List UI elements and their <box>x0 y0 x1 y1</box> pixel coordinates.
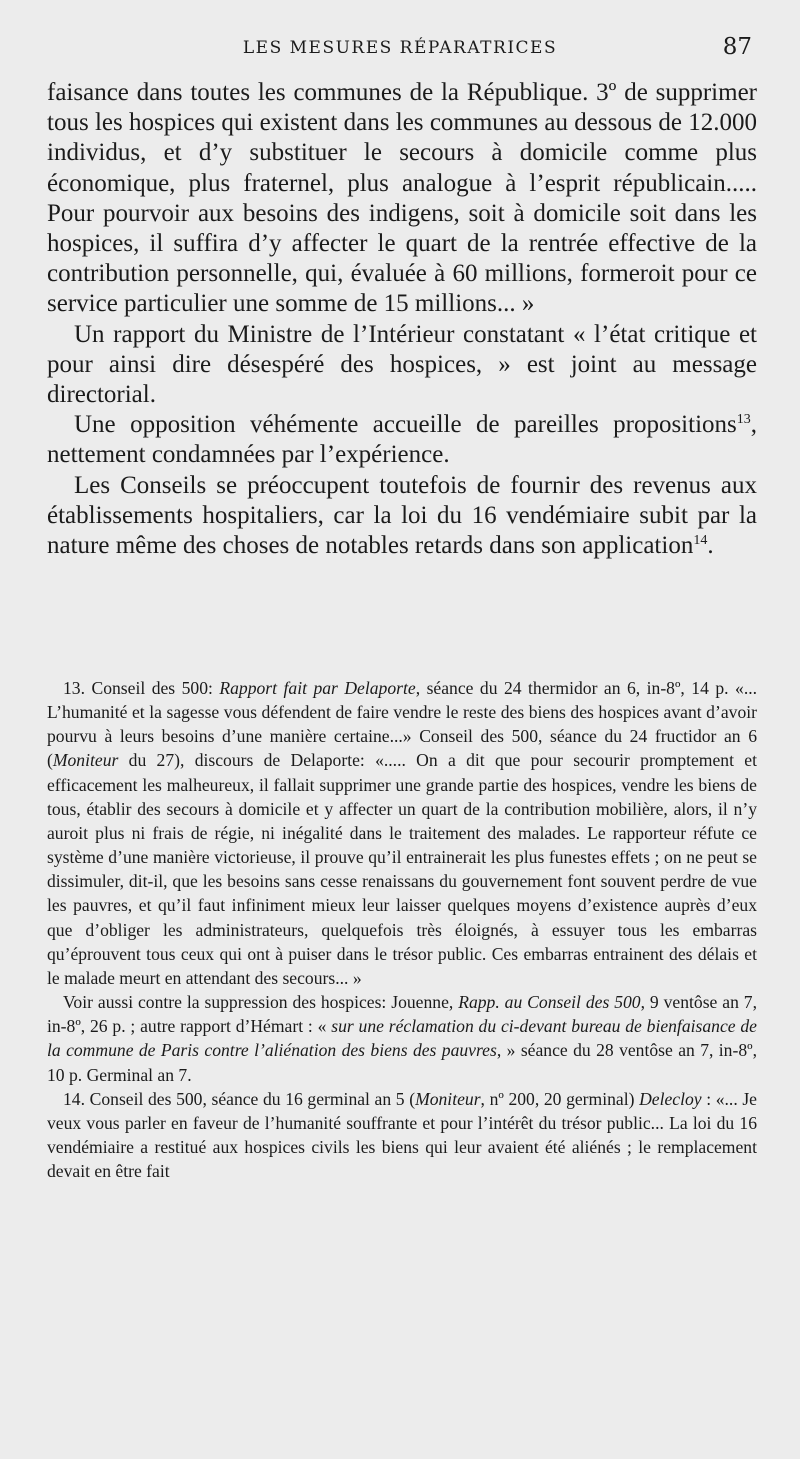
footnote-voir-part: , 9 ventôse an 7, in-8º, 26 p. ; autre rapport d’Hémart : « <box>47 992 757 1037</box>
footnote-14 <box>47 1087 757 1184</box>
footnote-ref-14: 14 <box>693 533 708 549</box>
paragraph-opposition-end: , nettement condamnées par l’expérience. <box>47 411 757 469</box>
footnote-ref-13: 13 <box>736 412 751 428</box>
paragraph-conseils-text: Les Conseils se préoccupent toutefois de fournir des revenus aux établissements hospitaliers, car la loi du 16 vendémiaire subit par la nature même des choses de notables retards dans son application <box>47 471 757 560</box>
footnote-14-part: : «... Je veux vous parler en faveur de l’humanité souffrante et pour l’intérêt du trésor public... La loi du 16 vendémiaire a restitué aux hospices civils les biens qui leur avaient été aliénés ; le remplacement devait en être fait <box>47 1088 757 1182</box>
footnote-voir-aussi <box>47 990 757 1087</box>
footnote-voir-italic: sur une réclamation du ci-devant bureau de bienfaisance de la commune de Paris contre l’aliénation des biens des pauvres <box>47 1016 757 1061</box>
footnote-14-part: , nº 200, 20 germinal) <box>480 1088 640 1109</box>
footnote-voir-part: Voir aussi contre la suppression des hospices: Jouenne, <box>63 992 459 1013</box>
paragraph-opposition-text: Une opposition véhémente accueille de pareilles propositions <box>74 411 737 439</box>
paragraph-opposition <box>47 410 757 470</box>
paragraph-conseils <box>47 471 757 562</box>
footnote-14-part: 14. Conseil des 500, séance du 16 germinal an 5 ( <box>63 1088 416 1109</box>
footnote-13-italic: Rapport fait par Delaporte <box>219 678 416 698</box>
footnote-13-part: du 27), discours de Delaporte: «..... On a dit que pour secourir promptement et efficacement les malheureux, il fallait supprimer une grande partie des hospices, vendre les biens de tous, établir des secours à domicile et y affecter un quart de la contribution mobilière, alors, il n’y auroit plus ni frais de régie, ni inégalité dans le traitement des malades. Le rapporteur réfute ce système d’une manière victorieuse, il prouve qu’il entrainerait les plus funestes effets ; on ne peut se dissimuler, dit-il, que les besoins sans cesse renaissans du gouvernement font souvent perdre de vue les pauvres, et qu’il faut infiniment mieux leur laisser quelques moyens d’existence auprès d’eux que d’obliger les administrateurs, quelquefois très éloignés, à essuyer tous les embarras qu’éprouvent tous ceux qui ont à puiser dans le trésor public. Ces embarras entrainent des délais et le malade meurt en attendant des secours... » <box>47 750 757 988</box>
footnote-13-part: , séance du 24 thermidor an 6, in-8º, 14 p. «... L’humanité et la sagesse vous défendent de faire vendre le reste des biens des hospices avant d’avoir pourvu à leurs besoins d’une manière certaine...» Conseil des 500, séance du 24 fructidor an 6 ( <box>47 678 758 771</box>
paragraph-conseils-end: . <box>707 532 714 560</box>
paragraph-continued: faisance dans toutes les communes de la République. 3º de supprimer tous les hospices qui existent dans les communes au dessous de 12.000 individus, et d’y substituer le secours à domicile comme plus économique, plus fraternel, plus analogue à l’esprit républicain..... Pour pourvoir aux besoins des indigens, soit à domicile soit dans les hospices, il suffira d’y affecter le quart de la rentrée effective de la contribution personnelle, qui, évaluée à 60 millions, formeroit pour ce service particulier une somme de 15 millions... » <box>47 79 757 318</box>
page-number: 87 <box>722 34 752 60</box>
page-header <box>0 36 800 66</box>
footnote-13-italic: Moniteur <box>52 750 119 771</box>
running-title: LES MESURES RÉPARATRICES <box>242 38 558 58</box>
main-text <box>47 78 757 561</box>
footnote-14-italic: Delecloy <box>639 1088 702 1109</box>
footnote-voir-part: , » séance du 28 ventôse an 7, in-8º, 10 p. Germinal an 7. <box>47 1040 757 1085</box>
footnote-13-part: 13. Conseil des 500: <box>63 678 220 698</box>
footnote-voir-italic: Rapp. au Conseil des 500 <box>458 992 641 1013</box>
footnotes <box>47 676 757 1183</box>
footnote-14-italic: Moniteur <box>415 1088 481 1109</box>
paragraph-ministre-report: Un rapport du Ministre de l’Intérieur constatant « l’état critique et pour ainsi dire désespéré des hospices, » est joint au message directorial. <box>47 320 757 409</box>
footnote-13 <box>47 676 757 990</box>
